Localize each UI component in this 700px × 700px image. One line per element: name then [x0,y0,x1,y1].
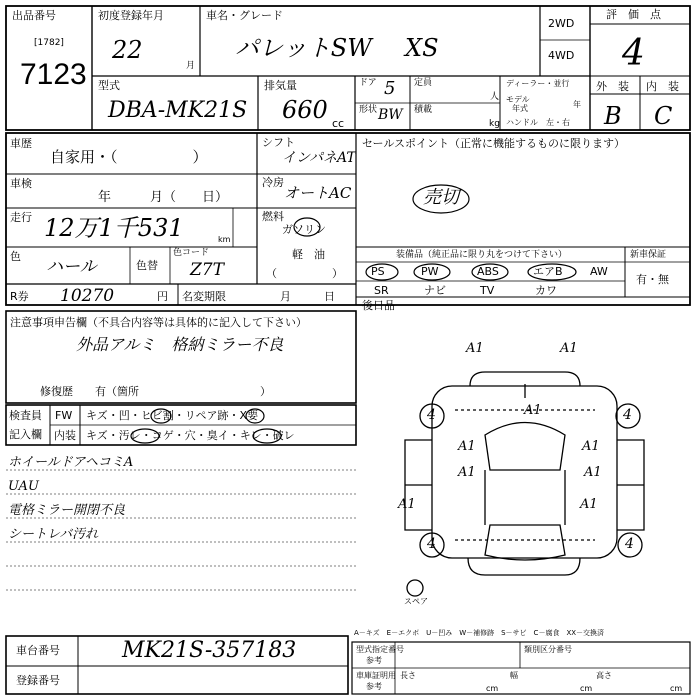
shift-value: インパネAT [282,150,356,166]
color-code: Z7T [190,260,224,280]
fuel-paren: （ ） [266,267,343,280]
length-label: 長さ [400,671,416,680]
handwritten-line-2: UAU [8,479,39,494]
chassis-value: MK21S-357183 [122,638,297,663]
width-label: 幅 [510,671,518,680]
grade: XS [405,34,439,62]
damage-mark: A1 [458,465,476,480]
equip-airbag: エアB [533,265,563,278]
equip-ps: PS [371,265,385,278]
garage-cert-label: 車庫証明用 [356,671,396,680]
doors-label: ドア [359,78,377,88]
interior-label: 内 装 [646,80,679,93]
inspection-value: 年 月（ 日） [98,190,229,205]
interior-grade: C [654,102,673,130]
shape: BW [378,107,403,123]
width-unit: cm [580,684,593,693]
color-change-label: 色替 [136,259,158,272]
score-label: 評 価 点 [606,8,661,21]
mileage-label: 走行 [10,211,32,224]
mileage-unit: km [218,235,231,244]
lot-label: 出品番号 [12,9,56,22]
new-car-warranty-value: 有・無 [636,273,669,286]
shape-label: 形状 [359,105,378,115]
drive-2wd: 2WD [548,17,575,30]
equip-aw: AW [590,265,608,278]
color-label: 色 [10,250,21,263]
drive-4wd: 4WD [548,49,575,62]
handle-label: ハンドル 左・右 [506,118,570,127]
fuel-label: 燃料 [262,210,284,223]
damage-mark: A1 [524,403,542,418]
damage-mark: 4 [625,536,634,552]
ac-label: 冷房 [262,176,284,189]
damage-mark: 4 [427,407,436,423]
sales-point-value: 売切 [423,187,459,208]
model-year-label-1: モデル [506,95,530,104]
equip-leather: カワ [535,284,557,297]
notes-label: 注意事項申告欄（不具合内容等は具体的に記入して下さい） [10,316,307,329]
capacity-label: 定員 [414,78,433,88]
car-name: パレットSW [235,34,372,62]
capacity-unit: 人 [490,92,500,102]
height-label: 高さ [596,671,612,680]
load-label: 積載 [414,105,433,115]
color-code-label: 色コード [173,248,210,258]
lot-code: [1782] [34,38,64,48]
repair-history-label: 修復歴 有（箇所 ） [40,385,271,398]
displacement-label: 排気量 [264,79,297,92]
model-year-unit: 年 [573,100,581,109]
model-label: 型式 [98,79,120,92]
inspector-label-2: 記入欄 [9,428,42,441]
damage-mark: 4 [427,536,436,552]
exterior-label: 外 装 [596,80,629,93]
damage-mark: A1 [582,439,600,454]
lot-number: 7123 [20,58,87,91]
r-ken-label: R券 [10,290,29,303]
equip-pw: PW [421,265,439,278]
later-date-label: 後日品 [362,299,395,312]
new-car-warranty-label: 新車保証 [630,250,667,260]
dealer-label: ディーラー・並行 [506,79,570,88]
name-change-label: 名変期限 [182,290,226,303]
equip-tv: TV [480,284,495,297]
interior-check-value: キズ・汚レ・コゲ・穴・臭イ・キレ・破レ [86,429,295,442]
handwritten-line-4: シートレバ汚れ [8,527,99,542]
spare-label: スペア [404,597,428,606]
height-unit: cm [670,684,683,693]
damage-mark: A1 [466,341,484,356]
inspection-label: 車検 [10,177,32,190]
chassis-label: 車台番号 [16,644,60,657]
equip-navi: ナビ [424,284,446,297]
r-ken-unit: 円 [157,290,168,303]
damage-mark: A1 [458,439,476,454]
displacement: 660 [282,96,328,124]
ac-value: オートAC [284,184,352,202]
fuel-gasoline: ガソリン [282,223,326,236]
length-unit: cm [486,684,499,693]
damage-mark: A1 [580,497,598,512]
equipment-label: 装備品（純正品に限り丸をつけて下さい） [396,250,568,260]
notes-value: 外品アルミ 格納ミラー不良 [76,335,284,354]
fw-label: FW [55,409,73,422]
r-ken-value: 10270 [60,286,115,306]
score: 4 [622,33,645,74]
fw-value: キズ・凹・ヒビ割・リペア跡・X要 [86,409,259,422]
mileage: 12万1千531 [44,214,184,242]
model: DBA-MK21S [108,98,248,123]
color: ハール [46,257,97,277]
damage-mark: 4 [623,407,632,423]
first-reg-year: 22 [112,36,143,64]
load-unit: kg [489,119,500,129]
name-change-value: 月 日 [280,290,335,303]
damage-mark: A1 [560,341,578,356]
damage-mark: A1 [398,497,416,512]
doors: 5 [384,78,396,99]
registration-label: 登録番号 [16,674,60,687]
sales-point-label: セールスポイント（正常に機能するものに限ります） [362,137,626,150]
garage-cert-ref: 参考 [366,682,382,691]
spec-number-label: 型式指定番号 [356,645,404,654]
first-reg-label: 初度登録年月 [98,9,164,22]
interior-check-label: 内装 [54,429,76,442]
shift-label: シフト [262,136,295,149]
first-reg-month-unit: 月 [186,61,196,71]
inspector-label-1: 検査員 [9,409,42,422]
name-grade-label: 車名・グレード [206,9,283,22]
handwritten-line-3: 電格ミラー開閉不良 [8,503,126,518]
history-label: 車歴 [10,137,32,150]
damage-mark: A1 [584,465,602,480]
exterior-grade: B [604,102,622,130]
history-value: 自家用・（ ） [50,148,208,166]
equip-sr: SR [374,284,389,297]
handwritten-line-1: ホイールドアヘコミA [8,455,134,470]
damage-legend: A－キズ E－エクボ U－凹み W－補修跡 S－サビ C－腐食 XX－交換済 [354,629,605,637]
class-number-label: 類別区分番号 [524,645,572,654]
displacement-unit: cc [332,117,345,130]
model-year-label-2: 年式 [512,104,528,113]
spec-ref: 参考 [366,656,382,665]
fuel-light-oil: 軽 油 [292,248,325,261]
equip-abs: ABS [477,265,499,278]
